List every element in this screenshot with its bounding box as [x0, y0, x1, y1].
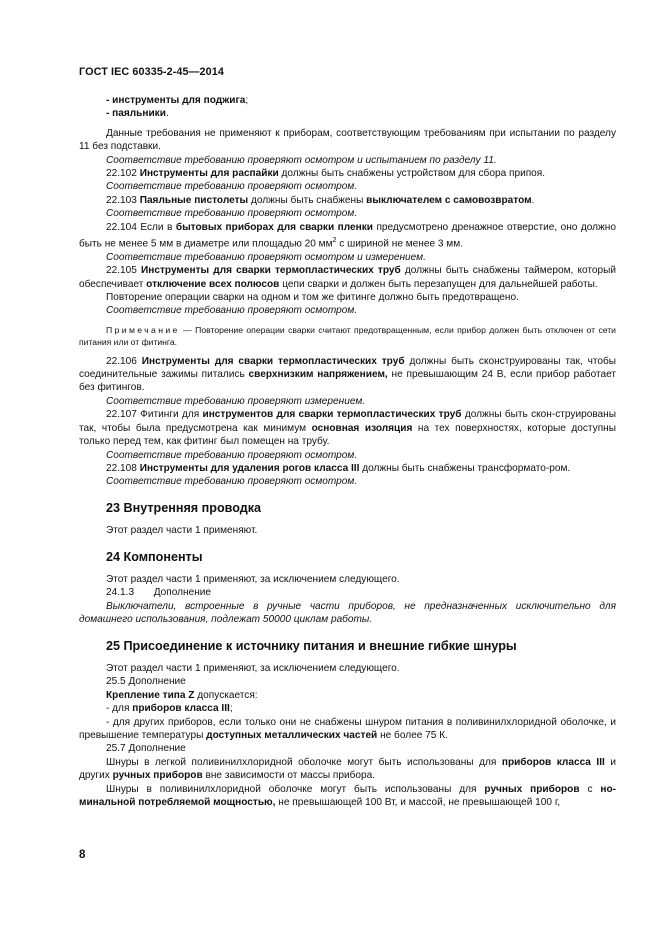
- compliance-note: Соответствие требованию проверяют осмотром.: [106, 181, 358, 193]
- list-item: - для приборов класса III;: [106, 703, 233, 715]
- page-content: [79, 94, 616, 809]
- paragraph: Шнуры в легкой поливинилхлоридной оболочке могут быть использованы для приборов класса III и других ручных приборов вне зависимости от массы прибора.: [79, 756, 617, 782]
- subclause-24-1-3: 24.1.3 Дополнение: [106, 587, 212, 599]
- paragraph: Данные требования не применяют к приборам, соответствующим требованиям при испытании по разделу 11 без подставки.: [79, 127, 616, 153]
- clause-22-108: 22.108 Инструменты для удаления рогов класса III должны быть снабжены трансформато-ром.: [106, 462, 571, 474]
- compliance-note: Соответствие требованию проверяют осмотром.: [106, 476, 358, 488]
- paragraph: Этот раздел части 1 применяют.: [106, 525, 258, 537]
- list-item: - инструменты для поджига;: [106, 95, 249, 106]
- paragraph: Этот раздел части 1 применяют, за исключением следующего.: [106, 662, 400, 674]
- subclause-25-5: 25.5 Дополнение: [106, 676, 186, 688]
- section-heading-25: 25 Присоединение к источнику питания и внешние гибкие шнуры: [106, 638, 517, 653]
- list-item: - паяльники.: [106, 108, 169, 120]
- subclause-25-7: 25.7 Дополнение: [106, 743, 186, 755]
- paragraph: Выключатели, встроенные в ручные части приборов, не предназначенных исключительно для домашнего использования, подлежат 50000 циклам работы.: [79, 600, 616, 626]
- paragraph: Этот раздел части 1 применяют, за исключением следующего.: [106, 573, 400, 585]
- compliance-note: Соответствие требованию проверяют измерением.: [106, 395, 366, 407]
- section-heading-24: 24 Компоненты: [106, 549, 203, 564]
- clause-22-102: 22.102 Инструменты для распайки должны быть снабжены устройством для сбора припоя.: [106, 168, 546, 180]
- clause-22-107: 22.107 Фитинги для инструментов для сварки термопластических труб должны быть скон-струированы так, чтобы была предусмотрена как минимум основная изоляция на тех поверхностях, которые доступны только перед тем, как фитинг был помещен на трубу.: [79, 409, 616, 448]
- clause-22-103: 22.103 Паяльные пистолеты должны быть снабжены выключателем с самовозвратом.: [106, 194, 535, 206]
- list-item: - для других приборов, если только они не снабжены шнуром питания в поливинилхлоридной оболочке, и превышение температуры доступных металлических частей не более 75 К.: [79, 716, 616, 742]
- clause-22-104: 22.104 Если в бытовых приборах для сварки пленки предусмотрено дренажное отверстие, оно должно быть не менее 5 мм в диаметре или площадью 20 $мм^2$ с шириной не менее 3 мм.: [79, 221, 616, 250]
- compliance-note: Соответствие требованию проверяют осмотром.: [106, 305, 358, 317]
- clause-22-105: 22.105 Инструменты для сварки термопластических труб должны быть снабжены таймером, который обеспечивает отключение всех полюсов цепи сварки и должен быть перезапущен для дальнейшей работы.: [79, 265, 616, 290]
- compliance-note: Соответствие требованию проверяют осмотром и испытанием по разделу 11.: [106, 154, 497, 166]
- compliance-note: Соответствие требованию проверяют осмотром и измерением.: [106, 251, 426, 263]
- paragraph: Повторение операции сварки на одном и том же фитинге должно быть предотвращено.: [106, 292, 519, 304]
- note: Примечание — Повторение операции сварки считают предотвращенным, если прибор должен быть отключен от сети питания или от фитинга.: [79, 324, 616, 348]
- clause-22-106: 22.106 Инструменты для сварки термопластических труб должны быть сконструированы так, чтобы соединительные зажимы питались сверхнизким напряжением, не превышающим 24 В, если прибор работает без фитингов.: [79, 355, 616, 394]
- compliance-note: Соответствие требованию проверяют осмотром.: [106, 449, 358, 461]
- paragraph: Крепление типа Z допускается:: [106, 689, 258, 701]
- paragraph: Шнуры в поливинилхлоридной оболочке могут быть использованы для ручных приборов с но-минальной потребляемой мощностью, не превышающей 100 Вт, и массой, не превышающей 100 г,: [79, 783, 617, 809]
- document-header: ГОСТ IEC 60335-2-45—2014: [79, 66, 224, 78]
- compliance-note: Соответствие требованию проверяют осмотром.: [106, 208, 358, 220]
- page-number: 8: [79, 849, 86, 861]
- section-heading-23: 23 Внутренняя проводка: [106, 500, 262, 515]
